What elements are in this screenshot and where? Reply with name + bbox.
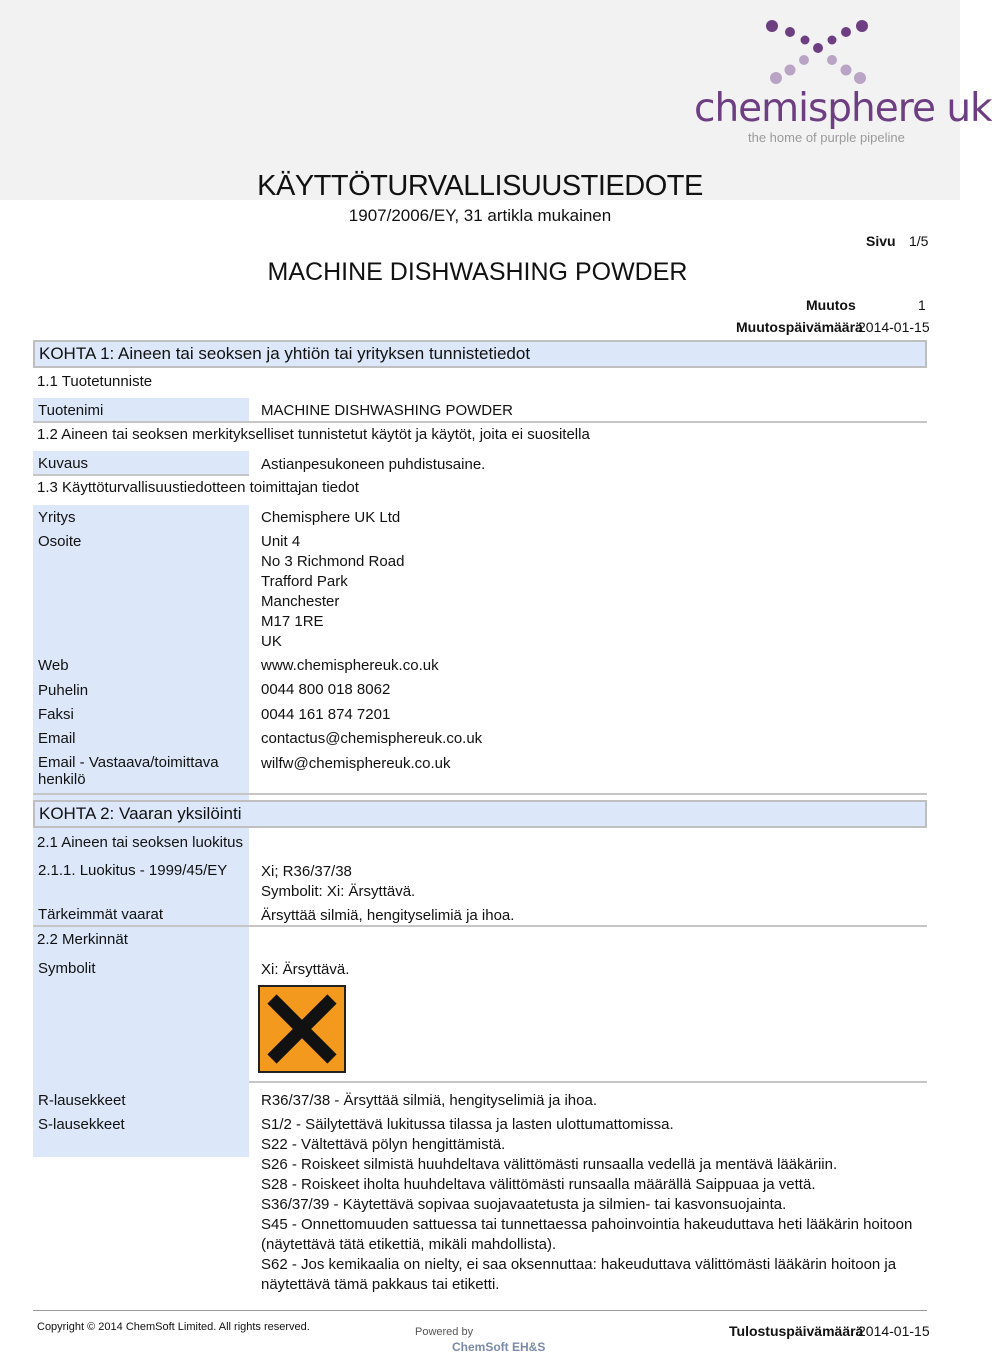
document-subtitle: 1907/2006/EY, 31 artikla mukainen bbox=[348, 206, 612, 225]
s-phrase: S26 - Roiskeet silmistä huuhdeltava välittömästi runsaalla vedellä ja mentävä lääkäriin. bbox=[261, 1156, 838, 1173]
address-line: Unit 4 bbox=[261, 533, 301, 550]
subsection-2-1: 2.1 Aineen tai seoksen luokitus bbox=[37, 834, 243, 851]
s-phrase: S62 - Jos kemikaalia on nielty, ei saa oksennuttaa: hakeuduttava välittömästi lääkärin hoitoon ja bbox=[261, 1256, 897, 1273]
symbols-label: Symbolit bbox=[38, 960, 96, 977]
s-phrase: S45 - Onnettomuuden sattuessa tai tunnettaessa pahoinvointia hakeuduttava heti lääkärin hoitoon bbox=[261, 1216, 913, 1233]
classification-value bbox=[261, 862, 415, 902]
revision-date-value: 2014-01-15 bbox=[858, 319, 930, 335]
subsection-1-3: 1.3 Käyttöturvallisuustiedotteen toimittajan tiedot bbox=[37, 479, 359, 496]
document-title: KÄYTTÖTURVALLISUUSTIEDOTE bbox=[257, 170, 703, 202]
powered-by-label: Powered by bbox=[415, 1326, 474, 1338]
contact-person-label-line: henkilö bbox=[38, 771, 86, 788]
footer-divider bbox=[33, 1310, 927, 1311]
divider bbox=[249, 793, 927, 795]
main-hazards-label: Tärkeimmät vaarat bbox=[33, 902, 249, 927]
company-logo bbox=[690, 10, 992, 150]
main-hazards-value: Ärsyttää silmiä, hengityselimiä ja ihoa. bbox=[261, 907, 515, 924]
r-phrases-value: R36/37/38 - Ärsyttää silmiä, hengityselimiä ja ihoa. bbox=[261, 1092, 597, 1109]
divider bbox=[249, 421, 927, 423]
classification-line: Xi; R36/37/38 bbox=[261, 863, 352, 880]
email-value[interactable]: contactus@chemisphereuk.co.uk bbox=[261, 730, 483, 747]
s-phrase: S36/37/39 - Käytettävä sopivaa suojavaatetusta ja silmien- tai kasvonsuojainta. bbox=[261, 1196, 787, 1213]
chemsoft-logo: ChemSoft EH&S bbox=[452, 1340, 546, 1354]
s-phrase: S28 - Roiskeet iholta huuhdeltava välittömästi runsaalla määrällä Saippuaa ja vettä. bbox=[261, 1176, 816, 1193]
product-name-label: Tuotenimi bbox=[33, 398, 249, 423]
fax-label: Faksi bbox=[38, 706, 74, 723]
web-value[interactable]: www.chemisphereuk.co.uk bbox=[261, 657, 439, 674]
address-line: Trafford Park bbox=[261, 573, 348, 590]
page-value: 1/5 bbox=[909, 233, 929, 249]
s-phrase: S1/2 - Säilytettävä lukitussa tilassa ja lasten ulottumattomissa. bbox=[261, 1116, 674, 1133]
subsection-1-1: 1.1 Tuotetunniste bbox=[37, 373, 153, 390]
symbols-value: Xi: Ärsyttävä. bbox=[261, 961, 350, 978]
page-label: Sivu bbox=[866, 233, 896, 249]
subsection-2-2: 2.2 Merkinnät bbox=[37, 931, 128, 948]
copyright: Copyright © 2014 ChemSoft Limited. All rights reserved. bbox=[37, 1321, 310, 1333]
contact-person-label bbox=[33, 750, 249, 795]
revision-label: Muutos bbox=[806, 297, 856, 313]
company-label: Yritys bbox=[38, 509, 76, 526]
address-line: Manchester bbox=[261, 593, 340, 610]
print-date-label: Tulostuspäivämäärä bbox=[729, 1323, 864, 1339]
fax-value: 0044 161 874 7201 bbox=[261, 706, 391, 723]
irritant-cross-icon bbox=[260, 987, 344, 1071]
subsection-1-2: 1.2 Aineen tai seoksen merkitykselliset tunnistetut käytöt ja käytöt, joita ei suositella bbox=[37, 426, 590, 443]
section-2-header: KOHTA 2: Vaaran yksilöinti bbox=[33, 800, 927, 828]
phone-label: Puhelin bbox=[38, 682, 89, 699]
supplier-label-column bbox=[33, 505, 249, 1157]
web-label: Web bbox=[38, 657, 69, 674]
email-label: Email bbox=[38, 730, 76, 747]
s-phrase: S22 - Vältettävä pölyn hengittämistä. bbox=[261, 1136, 506, 1153]
address-line: No 3 Richmond Road bbox=[261, 553, 405, 570]
classification-label: 2.1.1. Luokitus - 1999/45/EY bbox=[38, 862, 228, 879]
print-date-value: 2014-01-15 bbox=[858, 1323, 930, 1339]
divider bbox=[249, 925, 927, 927]
s-phrase: (näytettävä tätä etikettiä, mikäli mahdollista). bbox=[261, 1236, 557, 1253]
classification-line: Symbolit: Xi: Ärsyttävä. bbox=[261, 883, 416, 900]
address-line: UK bbox=[261, 633, 282, 650]
phone-value: 0044 800 018 8062 bbox=[261, 681, 391, 698]
contact-person-value[interactable]: wilfw@chemisphereuk.co.uk bbox=[261, 755, 451, 772]
s-phrases-label: S-lausekkeet bbox=[38, 1116, 125, 1133]
revision-date-label: Muutospäivämäärä bbox=[736, 319, 863, 335]
irritant-x-icon bbox=[258, 985, 346, 1073]
address-line: M17 1RE bbox=[261, 613, 324, 630]
product-title: MACHINE DISHWASHING POWDER bbox=[267, 258, 688, 286]
description-label: Kuvaus bbox=[33, 451, 249, 476]
revision-value: 1 bbox=[918, 297, 926, 313]
logo-wordmark: chemisphere uk bbox=[694, 86, 992, 131]
chemisphere-dots-logo-icon bbox=[760, 16, 870, 86]
logo-tagline: the home of purple pipeline bbox=[748, 130, 905, 145]
address-block bbox=[261, 532, 404, 652]
divider bbox=[249, 1081, 927, 1083]
company-value: Chemisphere UK Ltd bbox=[261, 509, 401, 526]
r-phrases-label: R-lausekkeet bbox=[38, 1092, 126, 1109]
s-phrase: näytettävä tämä pakkaus tai etiketti. bbox=[261, 1276, 500, 1293]
description-value: Astianpesukoneen puhdistusaine. bbox=[261, 456, 486, 473]
product-name-value: MACHINE DISHWASHING POWDER bbox=[261, 402, 513, 419]
address-label: Osoite bbox=[38, 533, 82, 550]
s-phrases-list bbox=[261, 1115, 921, 1295]
contact-person-label-line: Email - Vastaava/toimittava bbox=[38, 754, 219, 771]
section-1-header: KOHTA 1: Aineen tai seoksen ja yhtiön tai yrityksen tunnistetiedot bbox=[33, 340, 927, 368]
